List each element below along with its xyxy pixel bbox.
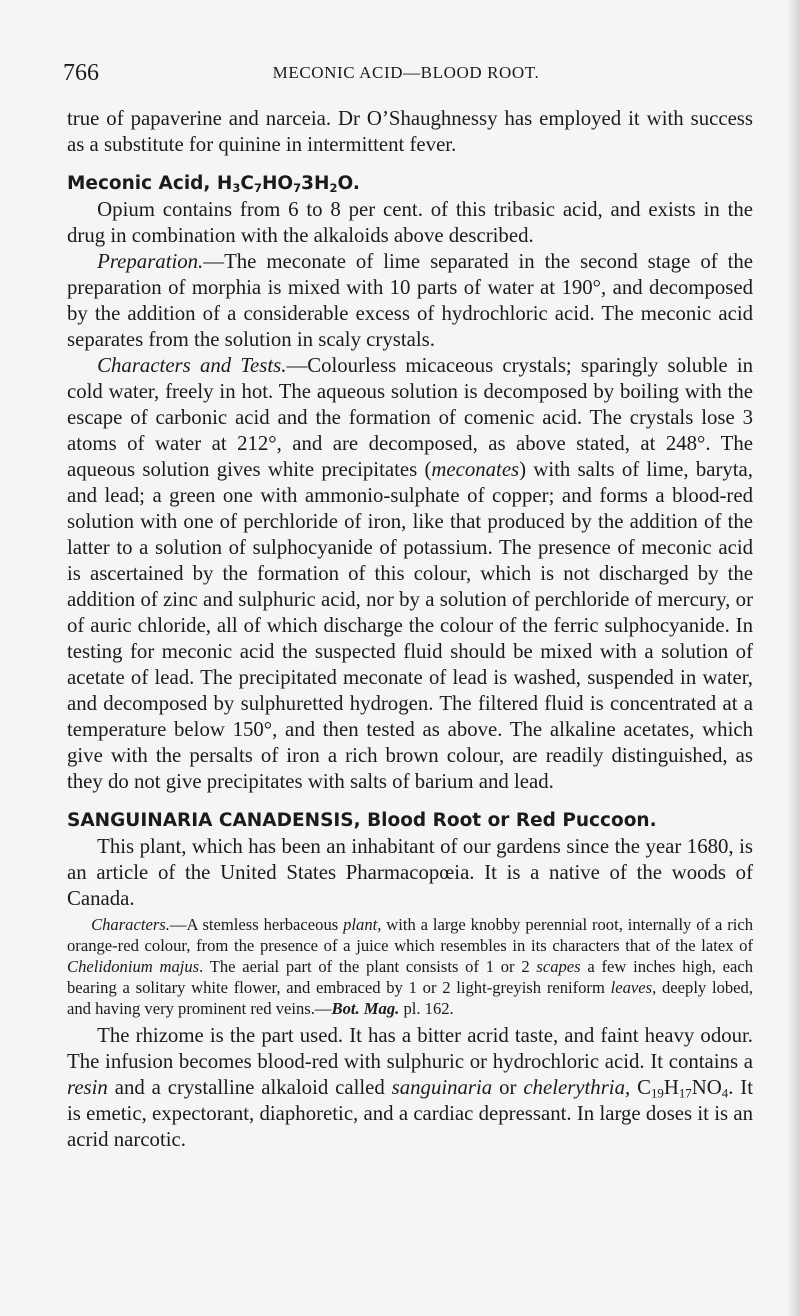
page-edge-shadow — [786, 0, 800, 1316]
meconic-acid-intro: Opium contains from 6 to 8 per cent. of this tribasic acid, and exists in the drug in combination with the alkaloids above described. — [67, 198, 753, 247]
sanguinaria-heading: SANGUINARIA CANADENSIS, Blood Root or Red Puccoon. — [67, 810, 657, 831]
sanguinaria-intro: This plant, which has been an inhabitant of our gardens since the year 1680, is an article of the United States Pharmacopœia. It is a native of the woods of Canada. — [67, 835, 753, 910]
continuation-paragraph: true of papaverine and narceia. Dr O’Shaughnessy has employed it with success as a substitute for quinine in intermittent fever. — [67, 107, 753, 156]
preparation-paragraph: Preparation.—The meconate of lime separated in the second stage of the preparation of morphia is mixed with 10 parts of water at 190°, and decomposed by the addition of a considerable excess of hydrochloric acid. The meconic acid separates from the solution in scaly crystals. — [67, 250, 753, 351]
sanguinaria-characters: Characters.—A stemless herbaceous plant, with a large knobby perennial root, internally of a rich orange-red colour, from the presence of a juice which resembles in its characters that of the latex of Chelidonium majus. The aerial part of the plant consists of 1 or 2 scapes a few inches high, each bearing a solitary white flower, and embraced by 1 or 2 light-greyish reniform leaves, deeply lobed, and having very prominent red veins.—Bot. Mag. pl. 162. — [67, 915, 754, 1018]
rhizome-paragraph: The rhizome is the part used. It has a bitter acrid taste, and faint heavy odour. The infusion becomes blood-red with sulphuric or hydrochloric acid. It contains a resin and a crystalline alkaloid called sanguinaria or chelerythria, $C_{19}H_{17}NO_4$. It is emetic, expectorant, diaphoretic, and a cardiac depressant. In large doses it is an acrid narcotic. — [67, 1024, 753, 1151]
body-text — [67, 106, 753, 1153]
preparation-label: Preparation. — [97, 250, 204, 273]
running-head — [63, 58, 749, 88]
running-title: MECONIC ACID—BLOOD ROOT. — [272, 63, 540, 82]
sanguinaria-formula: $C_{19}H_{17}NO_4$ — [637, 1076, 729, 1101]
characters-tests-paragraph: Characters and Tests.—Colourless micaceous crystals; sparingly soluble in cold water, freely in hot. The aqueous solution is decomposed by boiling with the escape of carbonic acid and the formation of comenic acid. The crystals lose 3 atoms of water at 212°, and are decomposed, as above stated, at 248°. The aqueous solution gives white precipitates (meconates) with salts of lime, baryta, and lead; a green one with ammonio-sulphate of copper; and forms a blood-red solution with one of perchloride of iron, like that produced by the addition of the latter to a solution of sulphocyanide of potassium. The presence of meconic acid is ascertained by the formation of this colour, which is not discharged by the addition of zinc and sulphuric acid, nor by a solution of perchloride of mercury, or of auric chloride, all of which discharge the colour of the ferric sulphocyanide. In testing for meconic acid the suspected fluid should be mixed with a solution of acetate of lead. The precipitated meconate of lead is washed, suspended in water, and decomposed by sulphuretted hydrogen. The filtered fluid is concentrated at a temperature below 150°, and then tested as above. The alkaline acetates, which give with the persalts of iron a rich brown colour, are readily distinguished, as they do not give precipitates with salts of barium and lead. — [67, 354, 754, 793]
characters-tests-label: Characters and Tests. — [97, 354, 287, 377]
meconic-acid-heading: Meconic Acid, $H_3C_7HO_73H_2O$. — [67, 173, 360, 196]
page-number: 766 — [63, 60, 99, 86]
meconic-acid-formula: $H_3C_7HO_73H_2O$ — [216, 173, 353, 196]
